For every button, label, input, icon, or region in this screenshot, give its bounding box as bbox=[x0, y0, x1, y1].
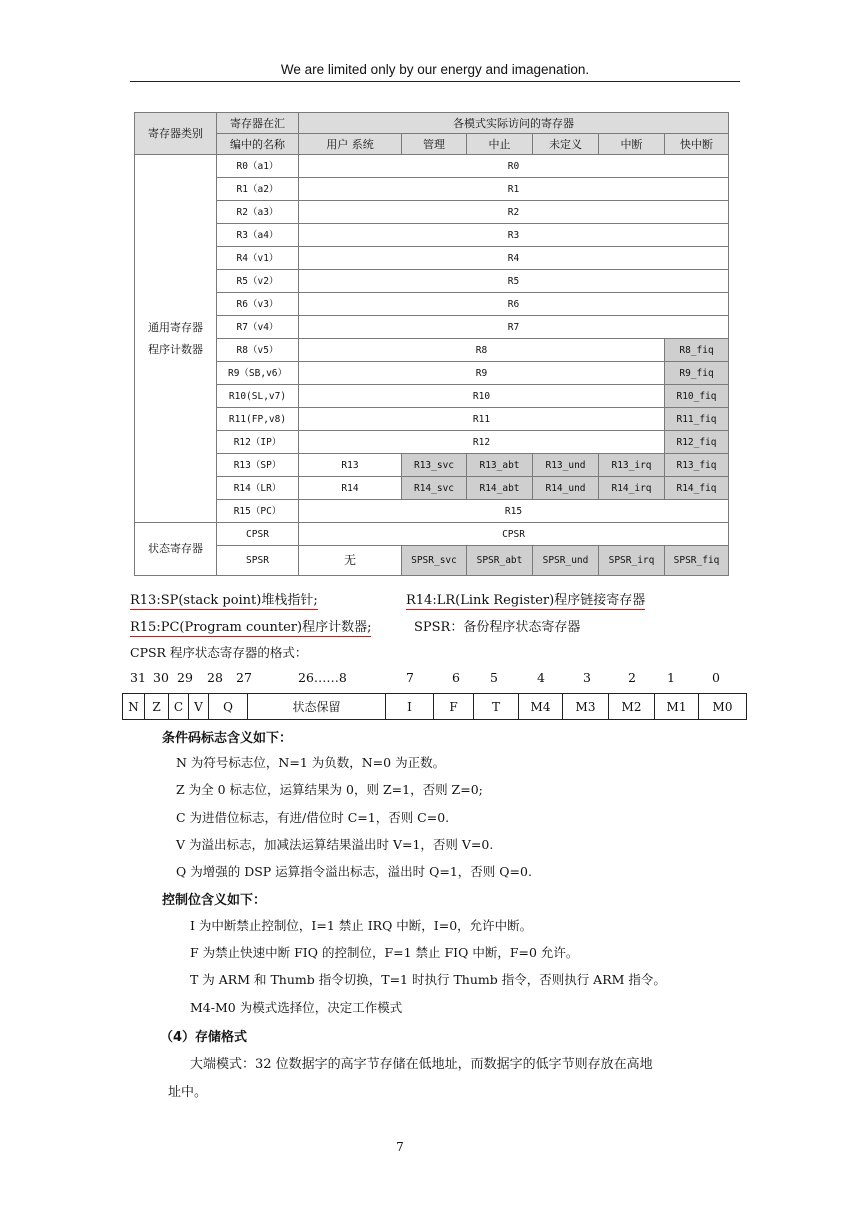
category-general-line-2: 程序计数器 bbox=[148, 342, 203, 356]
bit-field: M3 bbox=[563, 694, 609, 720]
register-name: R2（a3） bbox=[217, 201, 299, 224]
register-value: R5 bbox=[299, 270, 729, 293]
register-name: R1（a2） bbox=[217, 178, 299, 201]
register-table bbox=[134, 112, 729, 576]
condition-line: C 为进借位标志，有进/借位时 C=1，否则 C=0. bbox=[176, 810, 450, 825]
bit-field: M2 bbox=[609, 694, 655, 720]
register-user: R13 bbox=[299, 454, 402, 477]
category-header: 寄存器类别 bbox=[135, 113, 217, 155]
storage-heading: （4）存储格式 bbox=[160, 1030, 248, 1045]
bit-field: I bbox=[386, 694, 434, 720]
bit-field: T bbox=[474, 694, 519, 720]
control-heading: 控制位含义如下： bbox=[162, 893, 267, 908]
register-value: R7 bbox=[299, 316, 729, 339]
register-und: R14_und bbox=[533, 477, 599, 500]
bit-field: M4 bbox=[519, 694, 563, 720]
register-name: R12（IP） bbox=[217, 431, 299, 454]
register-value: R6 bbox=[299, 293, 729, 316]
register-abt: R13_abt bbox=[467, 454, 533, 477]
register-abt: R14_abt bbox=[467, 477, 533, 500]
bit-number: 0 bbox=[712, 670, 720, 685]
category-status: 状态寄存器 bbox=[135, 523, 217, 576]
register-value: R15 bbox=[299, 500, 729, 523]
bit-field: Q bbox=[209, 694, 248, 720]
legend-r13-text: R13:SP(stack point)堆栈指针; bbox=[130, 593, 318, 608]
register-fiq: R11_fiq bbox=[665, 408, 729, 431]
control-line: T 为 ARM 和 Thumb 指令切换，T=1 时执行 Thumb 指令，否则执行 ARM 指令。 bbox=[190, 972, 666, 987]
category-general-line-1: 通用寄存器 bbox=[148, 320, 203, 334]
cpsr-format-label: CPSR 程序状态寄存器的格式： bbox=[130, 645, 308, 660]
bit-number: 30 bbox=[153, 670, 169, 685]
register-name: R7（v4） bbox=[217, 316, 299, 339]
bit-number: 26……8 bbox=[298, 670, 347, 685]
mode-irq: 中断 bbox=[599, 134, 665, 155]
register-name: R10(SL,v7) bbox=[217, 385, 299, 408]
register-value: CPSR bbox=[299, 523, 729, 546]
register-name: R11(FP,v8) bbox=[217, 408, 299, 431]
condition-line: Q 为增强的 DSP 运算指令溢出标志，溢出时 Q=1，否则 Q=0. bbox=[176, 864, 532, 879]
legend-r14-text: R14:LR(Link Register)程序链接寄存器 bbox=[406, 593, 646, 608]
bit-field: F bbox=[434, 694, 474, 720]
bit-number-row bbox=[130, 670, 750, 686]
bit-field: Z bbox=[145, 694, 169, 720]
modes-header: 各模式实际访问的寄存器 bbox=[299, 113, 729, 134]
register-value: R0 bbox=[299, 155, 729, 178]
register-fiq: R8_fiq bbox=[665, 339, 729, 362]
condition-heading: 条件码标志含义如下： bbox=[162, 731, 293, 746]
bit-number: 4 bbox=[537, 670, 545, 685]
register-name: CPSR bbox=[217, 523, 299, 546]
control-line: F 为禁止快速中断 FIQ 的控制位，F=1 禁止 FIQ 中断，F=0 允许。 bbox=[190, 945, 579, 960]
bit-number: 28 bbox=[207, 670, 223, 685]
mode-und: 未定义 bbox=[533, 134, 599, 155]
condition-line: V 为溢出标志，加减法运算结果溢出时 V=1，否则 V=0. bbox=[176, 837, 494, 852]
storage-line: 大端模式：32 位数据字的高字节存储在低地址，而数据字的低字节则存放在高地 bbox=[190, 1057, 653, 1072]
register-name: R15（PC） bbox=[217, 500, 299, 523]
register-name: R3（a4） bbox=[217, 224, 299, 247]
register-fiq: R13_fiq bbox=[665, 454, 729, 477]
category-general bbox=[135, 155, 217, 523]
bit-field: V bbox=[189, 694, 209, 720]
control-line: I 为中断禁止控制位，I=1 禁止 IRQ 中断，I=0，允许中断。 bbox=[190, 918, 533, 933]
legend-r15-text: R15:PC(Program counter)程序计数器; bbox=[130, 620, 372, 635]
register-fiq: SPSR_fiq bbox=[665, 546, 729, 576]
register-name: R5（v2） bbox=[217, 270, 299, 293]
register-und: SPSR_und bbox=[533, 546, 599, 576]
register-value: R11 bbox=[299, 408, 665, 431]
register-fiq: R9_fiq bbox=[665, 362, 729, 385]
register-name: R6（v3） bbox=[217, 293, 299, 316]
condition-line: N 为符号标志位，N=1 为负数，N=0 为正数。 bbox=[176, 755, 446, 770]
register-value: R4 bbox=[299, 247, 729, 270]
legend-r14 bbox=[406, 589, 645, 608]
register-fiq: R12_fiq bbox=[665, 431, 729, 454]
control-line: M4-M0 为模式选择位，决定工作模式 bbox=[190, 1000, 403, 1015]
register-value: R2 bbox=[299, 201, 729, 224]
page-number: 7 bbox=[396, 1140, 404, 1154]
bit-field: 状态保留 bbox=[248, 694, 386, 720]
register-irq: SPSR_irq bbox=[599, 546, 665, 576]
register-name: R0（a1） bbox=[217, 155, 299, 178]
bit-field: C bbox=[169, 694, 189, 720]
register-name: R8（v5） bbox=[217, 339, 299, 362]
register-irq: R14_irq bbox=[599, 477, 665, 500]
bit-field: M1 bbox=[655, 694, 699, 720]
register-name: R13（SP） bbox=[217, 454, 299, 477]
register-value: R3 bbox=[299, 224, 729, 247]
bit-number: 1 bbox=[667, 670, 675, 685]
bit-number: 27 bbox=[236, 670, 252, 685]
name-header-line-2: 编中的名称 bbox=[217, 134, 299, 155]
mode-abt: 中止 bbox=[467, 134, 533, 155]
register-name: R9（SB,v6） bbox=[217, 362, 299, 385]
register-user: R14 bbox=[299, 477, 402, 500]
register-abt: SPSR_abt bbox=[467, 546, 533, 576]
mode-fiq: 快中断 bbox=[665, 134, 729, 155]
bit-number: 31 bbox=[130, 670, 146, 685]
register-name: R4（v1） bbox=[217, 247, 299, 270]
register-value: R1 bbox=[299, 178, 729, 201]
legend-r13 bbox=[130, 589, 318, 608]
legend-spsr: SPSR：备份程序状态寄存器 bbox=[414, 620, 581, 635]
register-value: R10 bbox=[299, 385, 665, 408]
bit-number: 2 bbox=[628, 670, 636, 685]
register-und: R13_und bbox=[533, 454, 599, 477]
bit-number: 29 bbox=[177, 670, 193, 685]
header-rule bbox=[130, 81, 740, 82]
name-header-line-1: 寄存器在汇 bbox=[217, 113, 299, 134]
legend-r15 bbox=[130, 616, 371, 635]
register-svc: SPSR_svc bbox=[402, 546, 467, 576]
register-fiq: R14_fiq bbox=[665, 477, 729, 500]
register-svc: R13_svc bbox=[402, 454, 467, 477]
page-header: We are limited only by our energy and imagenation. bbox=[280, 62, 590, 77]
bit-number: 6 bbox=[452, 670, 460, 685]
bit-number: 3 bbox=[583, 670, 591, 685]
mode-svc: 管理 bbox=[402, 134, 467, 155]
bit-field: M0 bbox=[699, 694, 747, 720]
bit-number: 5 bbox=[490, 670, 498, 685]
storage-line: 址中。 bbox=[168, 1085, 208, 1100]
register-value: R12 bbox=[299, 431, 665, 454]
register-value: R9 bbox=[299, 362, 665, 385]
register-user: 无 bbox=[299, 546, 402, 576]
register-name: R14（LR） bbox=[217, 477, 299, 500]
register-fiq: R10_fiq bbox=[665, 385, 729, 408]
mode-user-system: 用户 系统 bbox=[299, 134, 402, 155]
condition-line: Z 为全 0 标志位，运算结果为 0，则 Z=1，否则 Z=0; bbox=[176, 782, 483, 797]
register-irq: R13_irq bbox=[599, 454, 665, 477]
register-svc: R14_svc bbox=[402, 477, 467, 500]
bit-number: 7 bbox=[406, 670, 414, 685]
register-value: R8 bbox=[299, 339, 665, 362]
bit-field: N bbox=[123, 694, 145, 720]
register-name: SPSR bbox=[217, 546, 299, 576]
cpsr-bit-table bbox=[122, 693, 747, 720]
